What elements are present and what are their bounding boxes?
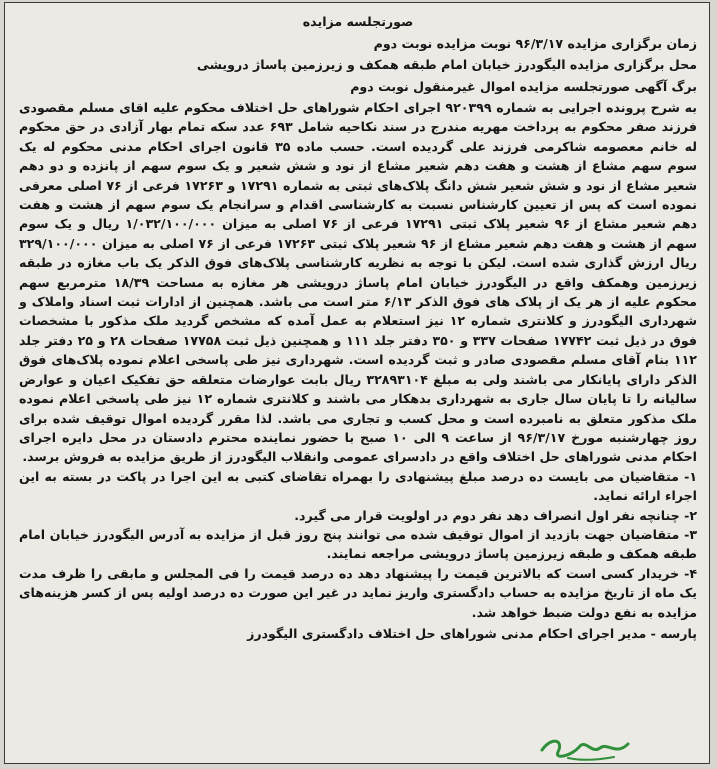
auction-notice [4,2,710,764]
body-paragraph: به شرح پرونده اجرایی به شماره ۹۲۰۳۹۹ اجرای احکام شوراهای حل اختلاف محکوم علیه اقای مسلم مقصودی فرزند صفر محکوم به پرداخت مهریه مندرج در سند نکاحیه شامل ۶۹۳ عدد سکه تمام بهار آزادی در حق محکوم له خانم معصومه شاکرمی فرزند علی گردیده است. حسب ماده ۳۵ قانون اجرای احکام مدنی محکوم له یک سوم سهم مشاع از هشت و هفت دهم شعیر مشاع از نود و شش شعیر و یک سوم سهم از پانزده و دو دهم شعیر مشاع از نود و شش شعیر شش دانگ پلاک‌های ثبتی به شماره ۱۷۲۹۱ و ۱۷۲۶۳ فرعی از ۷۶ اصلی معرفی نموده است که پس از تعیین کارشناس نسبت به کارشناسی اقدام و سرانجام یک سوم سهم از هشت و هفت دهم شعیر مشاع از ۹۶ شعیر پلاک ثبتی ۱۷۲۹۱ فرعی از ۷۶ اصلی به میزان ۱/۰۳۲/۱۰۰/۰۰۰ ریال و یک سوم سهم از هشت و هفت دهم شعیر مشاع از ۹۶ شعیر پلاک ثبتی ۱۷۲۶۳ فرعی از ۷۶ اصلی به میزان ۳۲۹/۱۰۰/۰۰۰ ریال ارزش گذاری شده است. لیکن با توجه به نظریه کارشناسی پلاک‌های فوق الذکر یک باب مغازه در طبقه زیرزمین وهمکف واقع در الیگودرز خیابان امام پاساژ درویشی هر مغازه به مساحت ۱۸/۳۹ مترمربع سهم محکوم علیه از هر یک از پلاک های فوق الذکر ۶/۱۳ متر است می باشد. همچنین از ادارات ثبت اسناد واملاک و شهرداری الیگودرز و کلانتری شماره ۱۲ نیز استعلام به عمل آمده که مشخص گردید ملک مذکور با مشخصات فوق در ذیل ثبت ۱۷۷۴۲ صفحات ۳۳۷ و ۳۵۰ دفتر جلد ۱۱۱ و همچنین ذیل ثبت ۱۷۷۵۸ صفحات ۲۸ و ۲۵ دفتر جلد ۱۱۲ بنام آقای مسلم مقصودی صادر و ثبت گردیده است. شهرداری نیز طی پاسخی اعلام نموده پلاک‌های فوق الذکر دارای پایانکار می باشند ولی به مبلغ ۳۲۸۹۳۱۰۴ ریال بابت عوارضات متعلقه حق تفکیک اعیان و عوارض سالیانه را تا پایان سال جاری به شهرداری بدهکار می باشند و کلانتری شماره ۱۲ نیز طی پاسخی اعلام نموده ملک مذکور متعلق به نامبرده است و محل کسب و تجاری می باشد. لذا مقرر گردیده اموال توقیف شده برای روز چهارشنبه مورخ ۹۶/۳/۱۷ از ساعت ۹ الی ۱۰ صبح با حضور نماینده محترم دادستان در محل دایره اجرای احکام مدنی شوراهای حل اختلاف واقع در دادسرای عمومی وانقلاب الیگودرز از طریق مزایده به فروش برسد. [19,100,698,465]
condition-item-4: ۴- خریدار کسی است که بالاترین قیمت را پیشنهاد دهد ده درصد قیمت را فی المجلس و مابقی را ظرف مدت یک ماه از تاریخ مزایده به حساب دادگستری واریز نماید در غیر این صورت ده درصد اولیه پس از کسر هزینه‌های مزایده به نفع دولت ضبط خواهد شد. [19,565,697,620]
conditions-list [19,467,697,622]
notice-ad-line: برگ آگهی صورتجلسه مزایده اموال غیرمنقول نوبت دوم [350,78,697,94]
condition-item-3: ۳- متقاضیان جهت بازدید از اموال توقیف شده می توانند پنج روز قبل از مزایده به آدرس الیگودرز خیابان امام طبقه همکف و طبقه زیرزمین پاساژ درویشی مراجعه نمایند. [19,526,697,562]
notice-signature-line: پارسه - مدیر اجرای احکام مدنی شوراهای حل اختلاف دادگستری الیگودرز [247,625,697,641]
auction-time-line: زمان برگزاری مزایده ۹۶/۳/۱۷ نوبت مزایده نوبت دوم [373,35,697,51]
auction-place-line: محل برگزاری مزایده الیگودرز خیابان امام طبقه همکف و زیرزمین پاساژ درویشی [196,57,697,72]
notice-title: صورتجلسه مزایده [302,14,414,29]
handwritten-signature [538,730,633,764]
notice-body [19,98,697,467]
condition-item-1: ۱- متقاضیان می بایست ده درصد مبلغ پیشنهادی را بهمراه تقاضای کتبی به این اجرا در پاکت در بسته به این اجراء ارائه نماید. [19,468,697,504]
notice-header [19,11,697,97]
condition-item-2: ۲- چنانچه نفر اول انصراف دهد نفر دوم در اولویت قرار می گیرد. [294,507,697,523]
